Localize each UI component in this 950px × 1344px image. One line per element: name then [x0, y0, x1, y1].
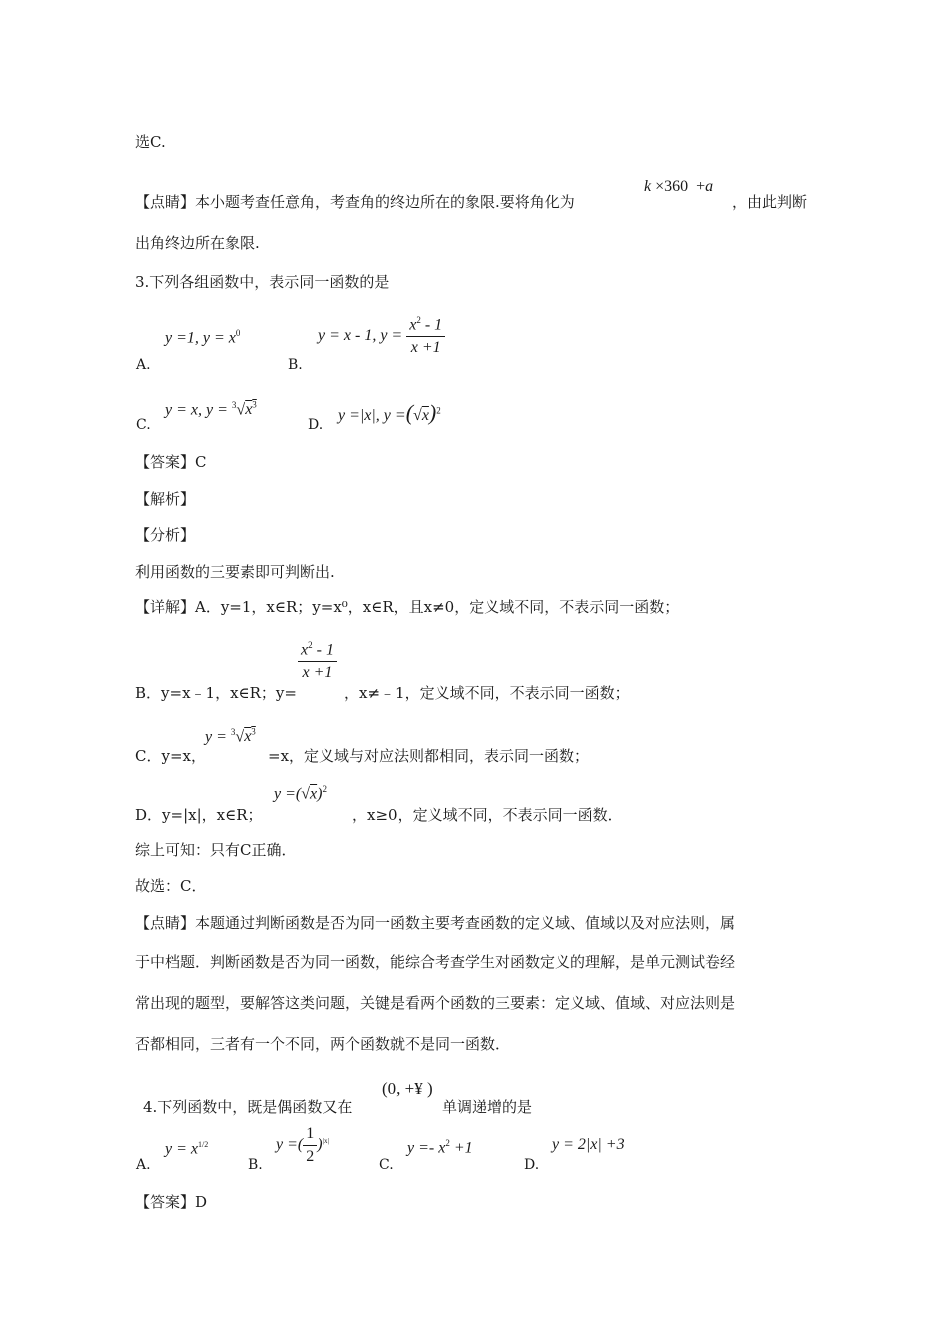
- option-d-formula: y =|x|, $y =(√x)^2$: [338, 400, 441, 425]
- section-heading: 【分析】: [135, 526, 196, 544]
- answer: 【答案】C: [135, 453, 207, 471]
- detail-d-prefix: D．y=|x|，x∈R；: [135, 806, 263, 824]
- q4-option-a-formula: $y = x^{1/2}$: [165, 1140, 209, 1158]
- fraction-formula: $\frac{x^2 - 1}{x +1}$: [298, 640, 337, 682]
- option-label: B.: [288, 357, 303, 373]
- detail-b-prefix: B．y=x﹣1，x∈R；y=: [135, 684, 297, 702]
- option-label: A.: [136, 357, 151, 373]
- answer: 【答案】D: [135, 1193, 208, 1211]
- summary: 综上可知：只有C正确．: [135, 841, 297, 859]
- detail-c-prefix: C．y=x，: [135, 747, 206, 765]
- comment-line: 【点睛】本题通过判断函数是否为同一函数主要考查函数的定义域、值域以及对应法则，属: [135, 914, 736, 932]
- option-a-formula: y =1, $y = x^0$: [165, 328, 241, 347]
- comment-line: 于中档题．判断函数是否为同一函数，能综合考查学生对函数定义的理解，是单元测试卷经: [135, 953, 736, 971]
- option-c-formula: y = x, $y = ^3√x^3$: [165, 400, 257, 419]
- detail-d-suffix: ，x≥0，定义域不同，不表示同一函数．: [352, 806, 623, 824]
- detail-a: 【详解】A．y=1，x∈R；y=x⁰，x∈R，且x≠0，定义域不同，不表示同一函数；: [135, 598, 680, 616]
- q4-option-b-formula: y =( $\frac{1}{2}$ )$^{|x|}$: [276, 1125, 329, 1165]
- option-label: D.: [308, 417, 324, 433]
- text-line: 出角终边所在象限.: [135, 234, 260, 252]
- option-b-formula: y = x - 1, y = $\frac{x^2 - 1}{x +1}$: [318, 315, 445, 357]
- option-label: D.: [524, 1157, 540, 1173]
- comment-line: 否都相同，三者有一个不同，两个函数就不是同一函数．: [135, 1035, 511, 1053]
- option-label: A.: [136, 1157, 151, 1173]
- question-4-prefix: 4.下列函数中，既是偶函数又在: [143, 1098, 353, 1116]
- angle-formula: k ×360 +a: [644, 178, 714, 195]
- section-heading: 【解析】: [135, 490, 196, 508]
- text-segment: ，由此判断: [732, 193, 808, 211]
- sqrt-square-formula: $y =(√x)^2$: [274, 784, 327, 803]
- q4-option-d-formula: y = 2|x| +3: [552, 1136, 625, 1153]
- interval-formula: (0, +¥ ): [382, 1079, 433, 1098]
- detail-b-suffix: ，x≠﹣1，定义域不同，不表示同一函数；: [344, 684, 630, 702]
- comment-line: 常出现的题型，要解答这类问题，关键是看两个函数的三要素：定义域、值域、对应法则是: [135, 994, 736, 1012]
- text-line: [135, 192, 575, 212]
- detail-c-suffix: =x，定义域与对应法则都相同，表示同一函数；: [268, 747, 590, 765]
- option-label: C.: [136, 417, 151, 433]
- text-segment: 【点睛】本小题考查任意角，考查角的终边所在的象限.要将角化为: [135, 193, 575, 211]
- q4-option-c-formula: $y =- x^2 +1$: [407, 1138, 473, 1157]
- cube-root-formula: $y = ^3√x^3$: [205, 727, 256, 746]
- text-line: 利用函数的三要素即可判断出.: [135, 563, 335, 581]
- question-3: 3.下列各组函数中，表示同一函数的是: [135, 273, 390, 291]
- text-line: 选C.: [135, 133, 166, 151]
- option-label: B.: [248, 1157, 263, 1173]
- option-label: C.: [379, 1157, 394, 1173]
- question-4-suffix: 单调递增的是: [442, 1098, 533, 1116]
- conclusion: 故选：C．: [135, 877, 207, 895]
